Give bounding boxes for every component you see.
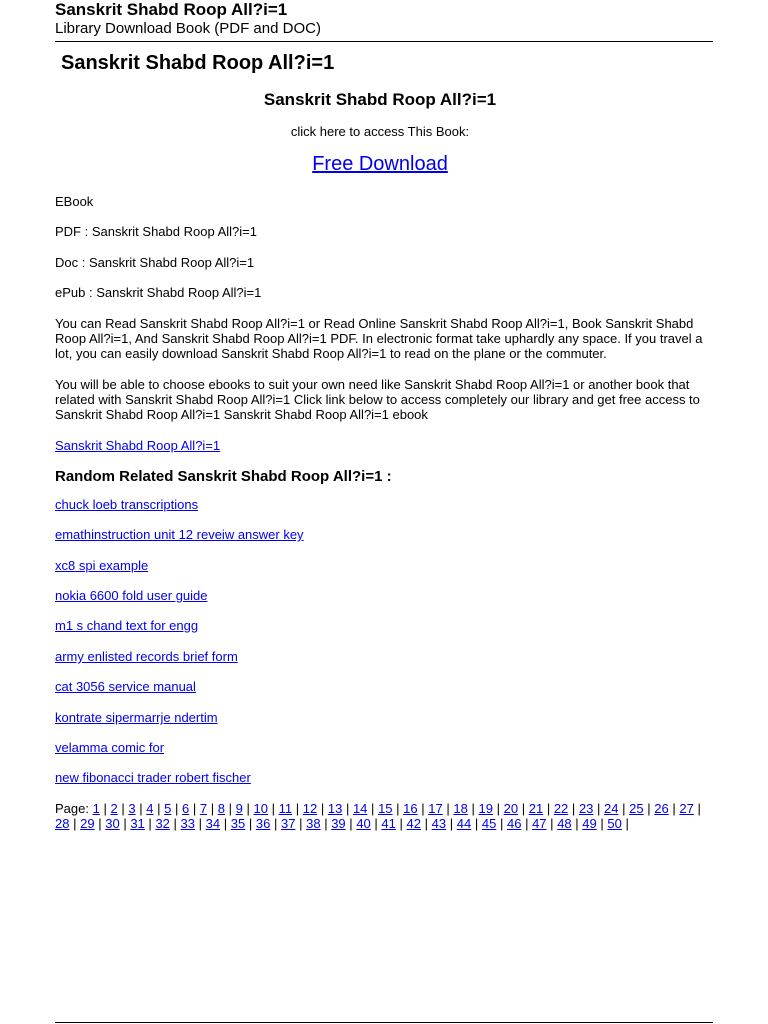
page-link[interactable]: 26 <box>654 801 669 816</box>
epub-line: ePub : Sanskrit Shabd Roop All?i=1 <box>55 285 262 300</box>
page-link[interactable]: 16 <box>403 801 418 816</box>
page-separator: | <box>103 801 107 816</box>
page-separator: | <box>396 801 400 816</box>
page-link[interactable]: 36 <box>255 816 271 831</box>
page-separator: | <box>73 816 77 831</box>
related-link[interactable]: m1 s chand text for engg <box>55 618 199 633</box>
page-separator: | <box>173 816 177 831</box>
page-separator: | <box>349 816 353 831</box>
page-link[interactable]: 42 <box>406 816 421 831</box>
page-separator: | <box>471 801 475 816</box>
page-link[interactable]: 48 <box>557 816 572 831</box>
page-link[interactable]: 50 <box>607 816 622 831</box>
related-item <box>55 558 148 573</box>
pagination-label: Page: <box>55 801 89 816</box>
page-separator: | <box>123 816 127 831</box>
page-link[interactable]: 32 <box>155 816 170 831</box>
page-separator: | <box>174 801 179 816</box>
page-link[interactable]: 23 <box>578 801 594 816</box>
page-separator: | <box>600 816 604 831</box>
related-link[interactable]: new fibonacci trader robert fischer <box>55 770 251 785</box>
page-separator: | <box>345 801 350 816</box>
related-link[interactable]: kontrate sipermarrje ndertim <box>55 710 218 725</box>
page-separator: | <box>546 801 551 816</box>
free-download-container <box>55 153 705 176</box>
page-separator: | <box>525 816 529 831</box>
pdf-line: PDF : Sanskrit Shabd Roop All?i=1 <box>55 224 257 239</box>
related-item <box>55 770 251 785</box>
page-link[interactable]: 10 <box>253 801 268 816</box>
page-separator: | <box>192 801 197 816</box>
page-link[interactable]: 14 <box>352 801 368 816</box>
page-link[interactable]: 28 <box>55 816 70 831</box>
book-link-container <box>55 438 713 453</box>
pagination <box>55 801 705 831</box>
page-link[interactable]: 33 <box>180 816 196 831</box>
related-link[interactable]: chuck loeb transcriptions <box>55 497 199 512</box>
related-link[interactable]: nokia 6600 fold user guide <box>55 588 208 603</box>
page-link[interactable]: 27 <box>679 801 694 816</box>
page-separator: | <box>496 801 500 816</box>
page-separator: | <box>228 801 232 816</box>
page-separator: | <box>198 816 203 831</box>
page-separator: | <box>139 801 143 816</box>
description-paragraph-1: You can Read Sanskrit Shabd Roop All?i=1 or Read Online Sanskrit Shabd Roop All?i=1, Book Sanskrit Shabd Roop All?i=1, And Sanskrit Shabd Roop All?i=1 PDF. In electronic format take uphardly any space. If you travel a lot, you can easily download Sanskrit Shabd Roop All?i=1 to read on the plane or the commuter. <box>55 316 703 361</box>
page-separator: | <box>446 801 450 816</box>
page-separator: | <box>597 801 601 816</box>
related-item <box>55 588 208 603</box>
page-link[interactable]: 2 <box>110 801 118 816</box>
page-separator: | <box>622 801 626 816</box>
description-paragraph-2: You will be able to choose ebooks to suit your own need like Sanskrit Shabd Roop All?i=1 or another book that related with Sanskrit Shabd Roop All?i=1 Click link below to access completely our library and get free access to Sanskrit Shabd Roop All?i=1 Sanskrit Shabd Roop All?i=1 ebook <box>55 377 700 422</box>
page-link[interactable]: 20 <box>503 801 519 816</box>
page-link[interactable]: 24 <box>604 801 619 816</box>
page-separator: | <box>625 816 629 831</box>
footer-divider <box>55 1022 713 1023</box>
page-link[interactable]: 39 <box>331 816 346 831</box>
related-link[interactable]: cat 3056 service manual <box>55 679 196 694</box>
page-link[interactable]: 4 <box>146 801 154 816</box>
page-separator: | <box>421 801 425 816</box>
page-link[interactable]: 44 <box>456 816 472 831</box>
page-link[interactable]: 6 <box>181 801 190 816</box>
page-link[interactable]: 3 <box>128 801 136 816</box>
page-link[interactable]: 12 <box>302 801 318 816</box>
page-link[interactable]: 1 <box>92 801 100 816</box>
page-title: Sanskrit Shabd Roop All?i=1 <box>61 52 335 74</box>
page-link[interactable]: 46 <box>506 816 522 831</box>
page-link[interactable]: 18 <box>453 801 468 816</box>
page-separator: | <box>550 816 554 831</box>
page-separator: | <box>295 801 300 816</box>
related-link[interactable]: army enlisted records brief form <box>55 649 238 664</box>
access-instruction: click here to access This Book: <box>290 124 470 139</box>
page-link[interactable]: 22 <box>553 801 569 816</box>
page-separator: | <box>273 816 278 831</box>
page-link[interactable]: 43 <box>431 816 447 831</box>
page-link[interactable]: 34 <box>205 816 221 831</box>
page-separator: | <box>697 801 701 816</box>
page-link[interactable]: 45 <box>481 816 497 831</box>
page-link[interactable]: 37 <box>280 816 296 831</box>
related-item <box>55 618 198 633</box>
page-separator: | <box>324 816 328 831</box>
page-separator: | <box>499 816 504 831</box>
page-link[interactable]: 17 <box>428 801 443 816</box>
page-link[interactable]: 25 <box>629 801 644 816</box>
related-item <box>55 649 238 664</box>
page-separator: | <box>246 801 250 816</box>
page-link[interactable]: 40 <box>356 816 371 831</box>
related-item <box>55 679 196 694</box>
related-link[interactable]: xc8 spi example <box>55 558 149 573</box>
page-link[interactable]: 7 <box>199 801 208 816</box>
page-separator: | <box>157 801 161 816</box>
page-separator: | <box>374 816 378 831</box>
page-separator: | <box>210 801 215 816</box>
page-separator: | <box>299 816 303 831</box>
book-title: Sanskrit Shabd Roop All?i=1 <box>263 90 497 109</box>
page-separator: | <box>521 801 526 816</box>
page-link[interactable]: 19 <box>478 801 493 816</box>
page-separator: | <box>223 816 228 831</box>
header-divider <box>55 41 713 42</box>
page-separator: | <box>271 801 275 816</box>
page-separator: | <box>571 801 576 816</box>
page-link[interactable]: 35 <box>230 816 246 831</box>
page-separator: | <box>121 801 125 816</box>
page-link[interactable]: 49 <box>582 816 597 831</box>
related-item <box>55 710 218 725</box>
header-title: Sanskrit Shabd Roop All?i=1 <box>55 0 288 19</box>
related-link[interactable]: emathinstruction unit 12 reveiw answer key <box>55 527 304 542</box>
page-link[interactable]: 31 <box>130 816 145 831</box>
page-separator: | <box>474 816 479 831</box>
related-item <box>55 527 304 542</box>
free-download-link[interactable]: Free Download <box>312 153 448 175</box>
page-separator: | <box>647 801 651 816</box>
page-separator: | <box>449 816 454 831</box>
page-link[interactable]: 21 <box>528 801 544 816</box>
book-link[interactable]: Sanskrit Shabd Roop All?i=1 <box>55 438 221 453</box>
ebook-label: EBook <box>55 194 94 209</box>
related-item <box>55 497 198 512</box>
page-link[interactable]: 8 <box>217 801 225 816</box>
page-link[interactable]: 41 <box>381 816 396 831</box>
page-separator: | <box>575 816 579 831</box>
related-heading: Random Related Sanskrit Shabd Roop All?i=1 : <box>55 468 392 485</box>
page-link[interactable]: 13 <box>327 801 343 816</box>
page-separator: | <box>98 816 102 831</box>
header-subtitle: Library Download Book (PDF and DOC) <box>55 20 321 37</box>
page-separator: | <box>248 816 253 831</box>
page-separator: | <box>320 801 325 816</box>
page-link[interactable]: 15 <box>378 801 393 816</box>
page-separator: | <box>424 816 429 831</box>
page-separator: | <box>371 801 375 816</box>
page-link[interactable]: 9 <box>235 801 243 816</box>
page-link[interactable]: 5 <box>164 801 172 816</box>
page-separator: | <box>672 801 676 816</box>
page-link[interactable]: 29 <box>80 816 95 831</box>
page-separator: | <box>399 816 403 831</box>
page-link[interactable]: 38 <box>306 816 321 831</box>
page-separator: | <box>148 816 152 831</box>
related-link[interactable]: velamma comic for <box>55 740 165 755</box>
page-link[interactable]: 47 <box>532 816 547 831</box>
page-link[interactable]: 30 <box>105 816 120 831</box>
related-item <box>55 740 164 755</box>
doc-line: Doc : Sanskrit Shabd Roop All?i=1 <box>55 255 255 270</box>
page-link[interactable]: 11 <box>278 801 293 816</box>
